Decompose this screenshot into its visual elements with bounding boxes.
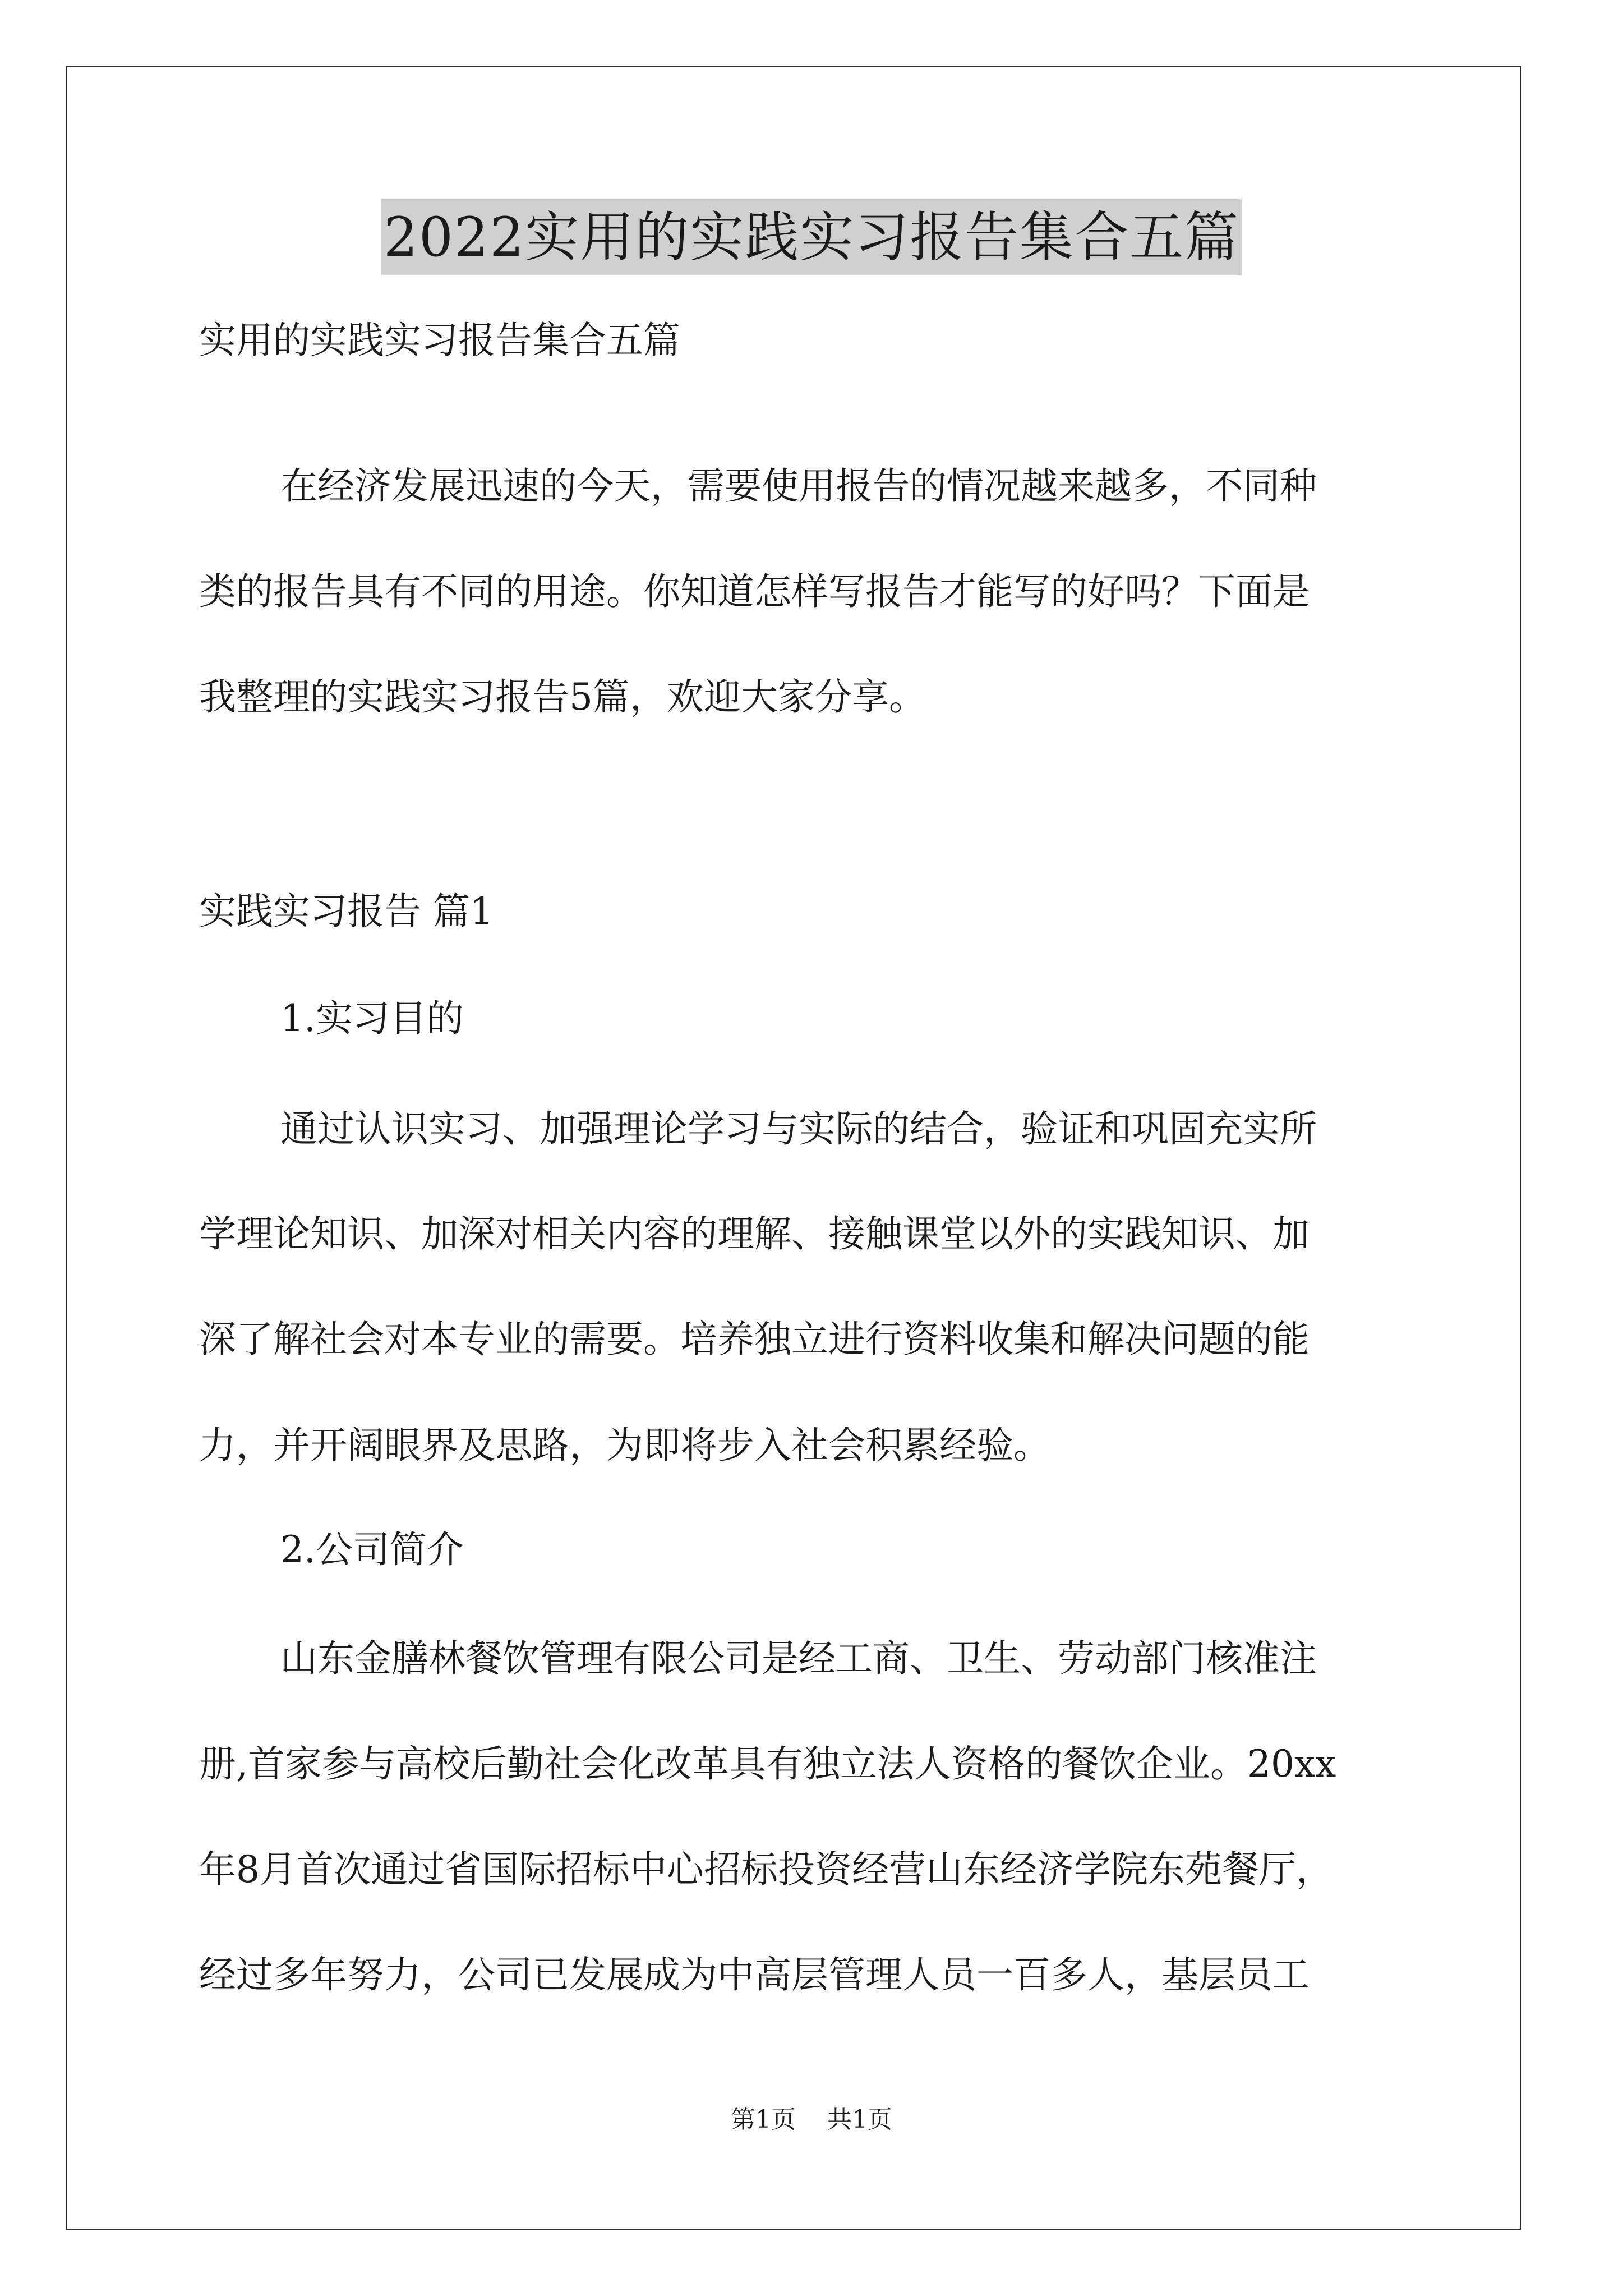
paragraph-line: 力，并开阔眼界及思路，为即将步入社会积累经验。 — [199, 1424, 1050, 1467]
paragraph-line: 册,首家参与高校后勤社会化改革具有独立法人资格的餐饮企业。20xx — [199, 1742, 1336, 1786]
paragraph-line: 深了解社会对本专业的需要。培养独立进行资料收集和解决问题的能 — [199, 1318, 1310, 1361]
subsection-heading: 1.实习目的 — [280, 997, 464, 1040]
paragraph-line: 通过认识实习、加强理论学习与实际的结合，验证和巩固充实所 — [280, 1107, 1317, 1151]
paragraph-line: 在经济发展迅速的今天，需要使用报告的情况越来越多，不同种 — [280, 464, 1317, 508]
paragraph-line: 学理论知识、加深对相关内容的理解、接触课堂以外的实践知识、加 — [199, 1212, 1310, 1255]
section-heading: 实践实习报告 篇1 — [199, 890, 494, 933]
document-title-text: 2022实用的实践实习报告集合五篇 — [381, 199, 1242, 275]
paragraph-line: 年8月首次通过省国际招标中心招标投资经营山东经济学院东苑餐厅， — [199, 1848, 1333, 1891]
page-total: 共1页 — [827, 2105, 892, 2134]
paragraph-line: 山东金膳林餐饮管理有限公司是经工商、卫生、劳动部门核准注 — [280, 1637, 1317, 1680]
page-footer — [0, 2099, 1623, 2135]
page-number: 第1页 — [731, 2105, 796, 2134]
paragraph-line: 我整理的实践实习报告5篇，欢迎大家分享。 — [199, 675, 926, 719]
document-title — [0, 199, 1623, 275]
paragraph-line: 经过多年努力，公司已发展成为中高层管理人员一百多人，基层员工 — [199, 1953, 1310, 1996]
subtitle: 实用的实践实习报告集合五篇 — [199, 319, 680, 362]
paragraph-line: 类的报告具有不同的用途。你知道怎样写报告才能写的好吗？下面是 — [199, 570, 1310, 613]
subsection-heading: 2.公司简介 — [280, 1528, 464, 1571]
